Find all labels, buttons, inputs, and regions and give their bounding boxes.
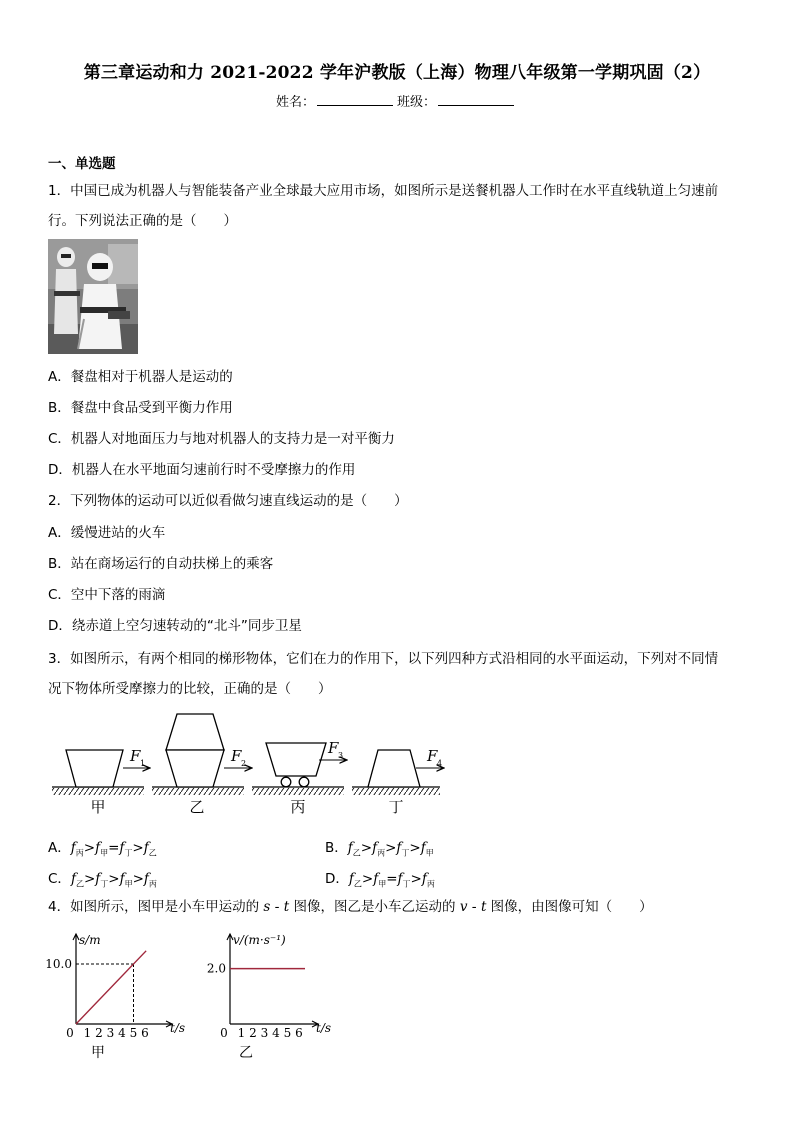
relation: = bbox=[386, 871, 398, 887]
q1-option-d[interactable]: D．机器人在水平地面匀速前行时不受摩擦力的作用 bbox=[48, 462, 356, 478]
f-symbol: f bbox=[373, 871, 379, 887]
f-subscript: 乙 bbox=[353, 879, 362, 889]
relation: > bbox=[132, 871, 144, 887]
relation: = bbox=[108, 840, 120, 856]
x-axis-label: t/s bbox=[170, 1021, 186, 1035]
force-label-1: F bbox=[130, 747, 141, 765]
name-class-row bbox=[0, 91, 794, 110]
q1-stem-line1: 1．中国已成为机器人与智能装备产业全球最大应用市场，如图所示是送餐机器人工作时在水平直线轨道上匀速前 bbox=[48, 183, 719, 199]
option-letter: D． bbox=[325, 871, 349, 887]
q3-option-b[interactable] bbox=[325, 836, 434, 859]
f-symbol: f bbox=[347, 840, 353, 856]
x-tick-label: 3 bbox=[106, 1026, 115, 1040]
robot-photo bbox=[48, 239, 138, 354]
force-label-2: F bbox=[231, 747, 242, 765]
figure-label-yi: 乙 bbox=[189, 798, 205, 816]
f-subscript: 丁 bbox=[124, 848, 133, 858]
chart-caption: 甲 bbox=[91, 1045, 105, 1061]
x-tick-label: 6 bbox=[141, 1026, 149, 1040]
chart-v-t-yi bbox=[198, 924, 348, 1064]
f-symbol: f bbox=[95, 871, 101, 887]
x-tick-label: 4 bbox=[272, 1026, 280, 1040]
f-subscript: 甲 bbox=[425, 848, 434, 858]
q1-stem-line2: 行。下列说法正确的是（ ） bbox=[48, 213, 237, 229]
relation: > bbox=[83, 840, 96, 856]
f-subscript: 丙 bbox=[426, 879, 435, 889]
x-tick-label: 0 bbox=[66, 1026, 74, 1040]
figure-label-bing: 丙 bbox=[290, 798, 306, 816]
f-subscript: 丙 bbox=[75, 848, 84, 858]
x-tick-label: 6 bbox=[295, 1026, 303, 1040]
f-subscript: 丁 bbox=[100, 879, 109, 889]
f-subscript: 丁 bbox=[401, 848, 410, 858]
f-symbol: f bbox=[70, 871, 76, 887]
f-symbol: f bbox=[119, 840, 125, 856]
force-sub-2: 2 bbox=[241, 759, 247, 768]
relation: > bbox=[385, 840, 397, 856]
f-symbol: f bbox=[143, 871, 149, 887]
f-symbol: f bbox=[143, 840, 149, 856]
q2-option-b[interactable]: B．站在商场运行的自动扶梯上的乘客 bbox=[48, 556, 274, 572]
force-label-4: F bbox=[427, 747, 438, 765]
name-blank[interactable] bbox=[317, 93, 393, 106]
force-label-3: F bbox=[328, 739, 339, 757]
option-letter: A． bbox=[48, 840, 71, 856]
q2-option-a[interactable]: A．缓慢进站的火车 bbox=[48, 525, 166, 541]
f-symbol: f bbox=[95, 840, 101, 856]
chart-s-t-jia bbox=[36, 924, 196, 1064]
f-symbol: f bbox=[396, 840, 402, 856]
figure-label-ding: 丁 bbox=[388, 798, 404, 816]
y-axis-label: s/m bbox=[79, 933, 101, 947]
x-axis-label: t/s bbox=[316, 1021, 332, 1035]
relation: > bbox=[108, 871, 120, 887]
f-subscript: 甲 bbox=[378, 879, 387, 889]
f-subscript: 乙 bbox=[352, 848, 361, 858]
q4-dash: - bbox=[270, 899, 284, 915]
q1-option-b[interactable]: B．餐盘中食品受到平衡力作用 bbox=[48, 400, 233, 416]
y-tick-label: 2.0 bbox=[206, 961, 226, 976]
q4-dash: - bbox=[467, 899, 481, 915]
option-letter: C． bbox=[48, 871, 71, 887]
q2-option-c[interactable]: C．空中下落的雨滴 bbox=[48, 587, 166, 603]
q4-stem-part: 图像，图乙是小车乙运动的 bbox=[289, 899, 460, 915]
q3-figure bbox=[46, 708, 446, 820]
x-tick-label: 2 bbox=[95, 1026, 103, 1040]
q4-stem-part: 图像，由图像可知（ ） bbox=[486, 899, 653, 915]
figure-ding bbox=[352, 747, 444, 816]
q4-var: v bbox=[459, 899, 468, 915]
f-subscript: 丙 bbox=[377, 848, 386, 858]
force-sub-1: 1 bbox=[140, 759, 146, 768]
x-tick-label: 2 bbox=[249, 1026, 257, 1040]
q4-var: s bbox=[263, 899, 271, 915]
f-symbol: f bbox=[348, 871, 354, 887]
x-tick-label: 1 bbox=[237, 1026, 246, 1040]
q4-var: t bbox=[283, 899, 290, 915]
f-symbol: f bbox=[372, 840, 378, 856]
q4-var: t bbox=[480, 899, 487, 915]
relation: > bbox=[132, 840, 144, 856]
q3-option-c[interactable] bbox=[48, 867, 157, 890]
f-subscript: 甲 bbox=[124, 879, 133, 889]
relation: > bbox=[361, 871, 374, 887]
data-line bbox=[76, 951, 146, 1024]
x-tick-label: 5 bbox=[283, 1026, 292, 1040]
figure-yi bbox=[152, 714, 252, 816]
y-axis-label: v/(m·s⁻¹) bbox=[233, 933, 286, 947]
q2-stem: 2．下列物体的运动可以近似看做匀速直线运动的是（ ） bbox=[48, 493, 408, 509]
f-symbol: f bbox=[420, 840, 426, 856]
class-blank[interactable] bbox=[438, 93, 514, 106]
q3-stem-line2: 况下物体所受摩擦力的比较，正确的是（ ） bbox=[48, 681, 332, 697]
relation: > bbox=[410, 871, 422, 887]
q3-stem-line1: 3．如图所示，有两个相同的梯形物体，它们在力的作用下，以下列四种方式沿相同的水平面运动，下列对不同情 bbox=[48, 651, 719, 667]
section-title: 一、单选题 bbox=[48, 156, 116, 172]
force-sub-3: 3 bbox=[338, 751, 344, 760]
x-tick-label: 4 bbox=[118, 1026, 126, 1040]
q3-option-a[interactable] bbox=[48, 836, 157, 859]
f-symbol: f bbox=[421, 871, 427, 887]
q4-stem bbox=[48, 898, 653, 916]
f-subscript: 丙 bbox=[148, 879, 157, 889]
y-tick-label: 10.0 bbox=[45, 957, 72, 971]
name-label: 姓名： bbox=[275, 95, 315, 110]
figure-bing bbox=[252, 739, 347, 816]
relation: > bbox=[409, 840, 421, 856]
page-title: 第三章运动和力 2021-2022 学年沪教版（上海）物理八年级第一学期巩固（2） bbox=[83, 63, 711, 83]
figure-label-jia: 甲 bbox=[90, 798, 106, 816]
f-symbol: f bbox=[119, 871, 125, 887]
force-sub-4: 4 bbox=[437, 759, 443, 768]
x-tick-label: 5 bbox=[129, 1026, 138, 1040]
q2-option-d[interactable]: D．绕赤道上空匀速转动的“北斗”同步卫星 bbox=[48, 618, 302, 634]
f-subscript: 乙 bbox=[148, 848, 157, 858]
q1-option-c[interactable]: C．机器人对地面压力与地对机器人的支持力是一对平衡力 bbox=[48, 431, 395, 447]
relation: > bbox=[360, 840, 373, 856]
figure-jia bbox=[52, 747, 150, 816]
q4-stem-part: 4．如图所示，图甲是小车甲运动的 bbox=[48, 899, 264, 915]
x-tick-label: 0 bbox=[220, 1026, 228, 1040]
f-symbol: f bbox=[70, 840, 76, 856]
chart-caption: 乙 bbox=[239, 1045, 253, 1061]
f-subscript: 乙 bbox=[75, 879, 84, 889]
x-tick-label: 1 bbox=[83, 1026, 92, 1040]
q3-option-d[interactable] bbox=[325, 867, 435, 890]
q1-option-a[interactable]: A．餐盘相对于机器人是运动的 bbox=[48, 369, 233, 385]
f-symbol: f bbox=[397, 871, 403, 887]
option-letter: B． bbox=[325, 840, 348, 856]
f-subscript: 甲 bbox=[100, 848, 109, 858]
class-label: 班级： bbox=[397, 95, 437, 110]
x-tick-label: 3 bbox=[260, 1026, 269, 1040]
relation: > bbox=[83, 871, 96, 887]
f-subscript: 丁 bbox=[402, 879, 411, 889]
